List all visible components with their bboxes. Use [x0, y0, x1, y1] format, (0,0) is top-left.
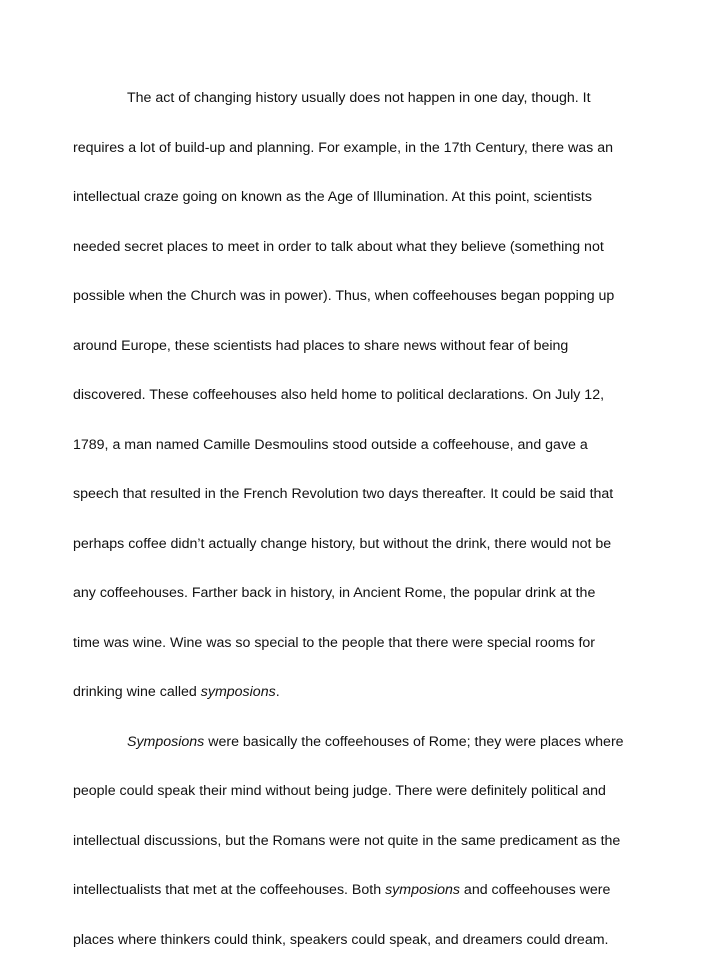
- text-line: intellectual discussions, but the Romans were not quite in the same predicament as the: [73, 832, 621, 849]
- paragraph-2: [73, 730, 663, 952]
- text-line: places where thinkers could think, speakers could speak, and dreamers could dream.: [73, 931, 609, 948]
- text-line: any coffeehouses. Farther back in history, in Ancient Rome, the popular drink at the: [73, 585, 596, 601]
- text-line: [73, 878, 663, 902]
- body-text: [73, 86, 663, 977]
- text-line: time was wine. Wine was so special to the people that there were special rooms for: [73, 634, 596, 651]
- text-segment: were basically the coffeehouses of Rome; they were places where: [204, 733, 624, 750]
- text-segment: drinking wine called: [73, 684, 201, 700]
- text-line: intellectual craze going on known as the Age of Illumination. At this point, scientists: [73, 189, 592, 205]
- italic-term: symposions: [200, 684, 276, 700]
- italic-term: symposions: [385, 882, 460, 898]
- text-line: perhaps coffee didn’t actually change history, but without the drink, there would not be: [73, 535, 612, 552]
- text-segment: and coffeehouses were: [459, 882, 611, 898]
- paragraph-1: [73, 86, 663, 704]
- text-line: speech that resulted in the French Revolution two days thereafter. It could be said that: [73, 486, 614, 502]
- text-line: needed secret places to meet in order to talk about what they believe (something not: [73, 238, 604, 255]
- text-line: The act of changing history usually does not happen in one day, though. It: [127, 90, 591, 106]
- text-line: possible when the Church was in power). Thus, when coffeehouses began popping up: [73, 288, 615, 304]
- text-segment: .: [275, 684, 280, 700]
- text-line: [73, 680, 663, 704]
- text-line: [73, 730, 663, 754]
- text-line: discovered. These coffeehouses also held home to political declarations. On July 12,: [73, 387, 605, 403]
- text-line: around Europe, these scientists had places to share news without fear of being: [73, 337, 569, 354]
- text-line: requires a lot of build-up and planning. For example, in the 17th Century, there was an: [73, 139, 613, 156]
- text-line: people could speak their mind without being judge. There were definitely political and: [73, 783, 606, 799]
- italic-term: Symposions: [127, 733, 205, 750]
- text-line: 1789, a man named Camille Desmoulins stood outside a coffeehouse, and gave a: [73, 436, 588, 453]
- text-segment: intellectualists that met at the coffeehouses. Both: [73, 882, 386, 898]
